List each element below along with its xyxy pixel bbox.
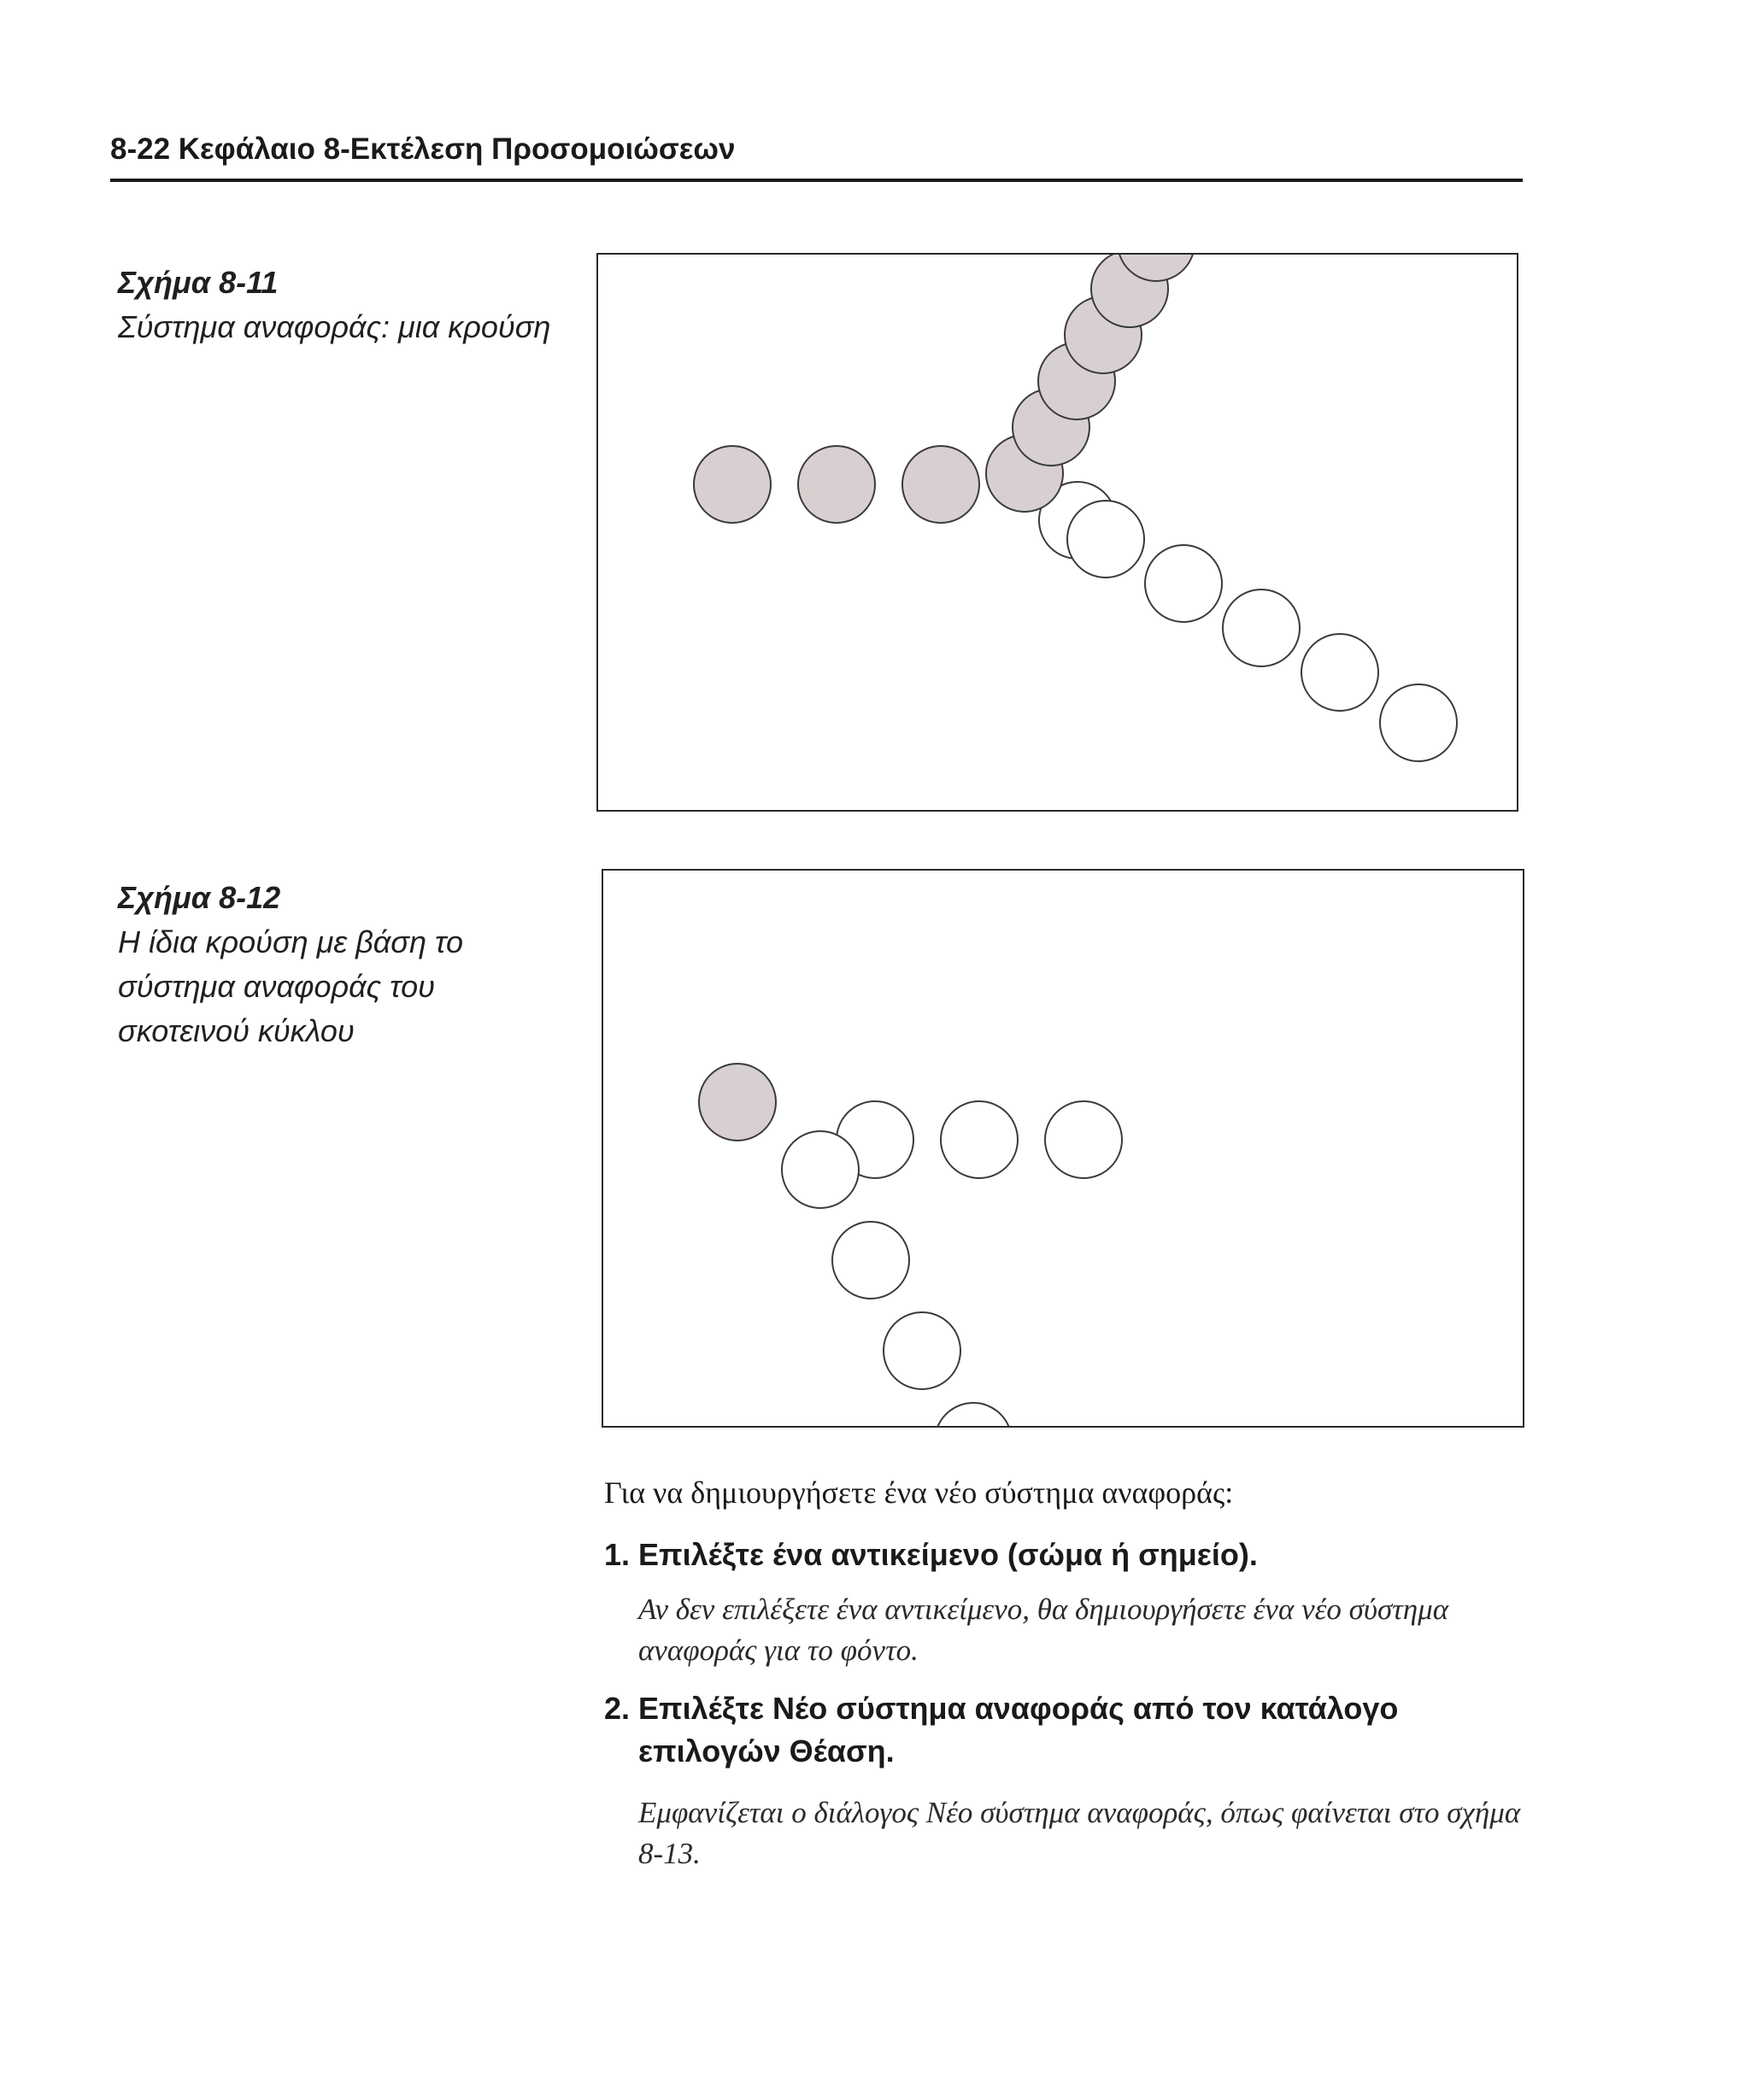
light-circle <box>1145 545 1222 622</box>
dark-circle <box>694 446 771 523</box>
light-circle <box>1223 590 1300 666</box>
figure-caption-text: Η ίδια κρούση με βάση το σύστημα αναφοράς του σκοτεινού κύκλου <box>118 924 463 1048</box>
light-circle <box>1301 634 1378 711</box>
figure-8-12 <box>602 869 1524 1428</box>
dark-circle <box>699 1064 776 1141</box>
dark-circle <box>902 446 979 523</box>
step-2 <box>604 1687 1544 1773</box>
figure-8-12-caption <box>118 876 562 1053</box>
figure-caption-text: Σύστημα αναφοράς: μια κρούση <box>118 309 551 344</box>
dark-circle <box>798 446 875 523</box>
step-2-note: Εμφανίζεται ο διάλογος Νέο σύστημα αναφοράς, όπως φαίνεται στο σχήμα 8-13. <box>638 1796 1521 1870</box>
collision-diagram-1 <box>598 255 1518 812</box>
page-header: 8-22 Κεφάλαιο 8-Εκτέλεση Προσομοιώσεων <box>110 132 736 166</box>
step-number: 1. <box>604 1537 631 1572</box>
figure-8-11 <box>596 253 1518 812</box>
step-1 <box>604 1534 1544 1576</box>
collision-diagram-2 <box>603 871 1524 1428</box>
figure-8-11-caption <box>118 261 562 349</box>
intro-paragraph: Για να δημιουργήσετε ένα νέο σύστημα αναφοράς: <box>604 1475 1234 1510</box>
light-circle <box>1067 501 1144 578</box>
step-number: 2. <box>604 1691 631 1726</box>
header-rule <box>110 179 1523 182</box>
figure-number: Σχήμα 8-11 <box>118 265 279 300</box>
step-text: Επιλέξτε ένα αντικείμενο (σώμα ή σημείο). <box>638 1537 1258 1572</box>
light-circle <box>832 1222 909 1299</box>
light-circle <box>782 1131 859 1208</box>
light-circle <box>884 1312 960 1389</box>
light-circle <box>935 1403 1012 1428</box>
light-circle <box>1380 684 1457 761</box>
light-circle <box>941 1101 1018 1178</box>
figure-number: Σχήμα 8-12 <box>118 880 281 915</box>
step-1-note: Αν δεν επιλέξετε ένα αντικείμενο, θα δημιουργήσετε ένα νέο σύστημα αναφοράς για το φόντο. <box>638 1593 1449 1667</box>
light-circle <box>1045 1101 1122 1178</box>
step-text: Επιλέξτε Νέο σύστημα αναφοράς από τον κατάλογο επιλογών Θέαση. <box>638 1691 1399 1769</box>
